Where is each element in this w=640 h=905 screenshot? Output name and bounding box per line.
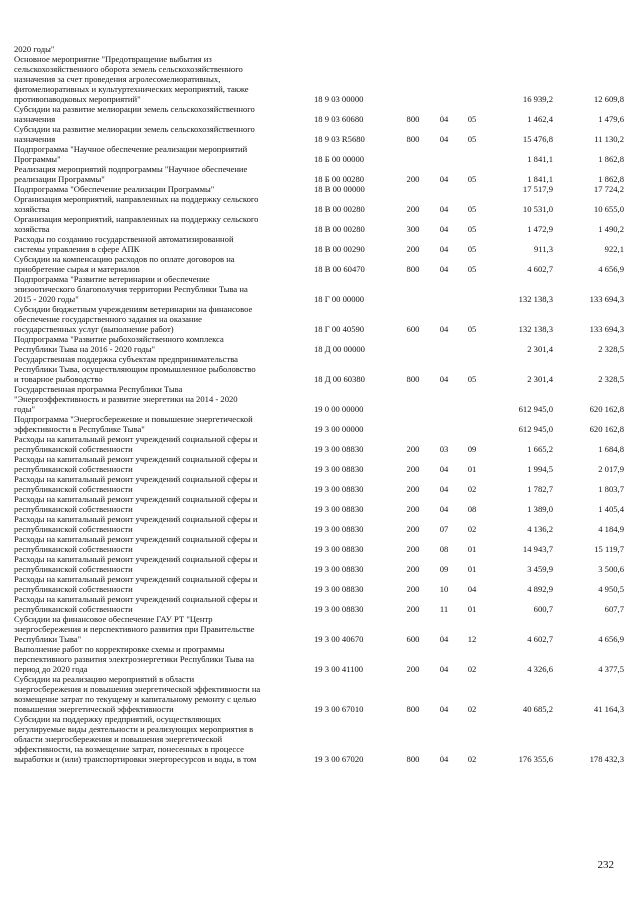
row-name: Субсидии на развитие мелиорации земель сельскохозяйственного назначения: [14, 104, 255, 124]
expense-type-code: 200: [406, 504, 420, 514]
subsection-code: 01: [467, 464, 477, 474]
subsection-code: 08: [467, 504, 477, 514]
section-code: 04: [439, 134, 449, 144]
amount-year-1: 1 472,9: [527, 224, 553, 234]
row-name: Субсидии бюджетным учреждениям ветеринарии на финансовое обеспечение государственного задания на оказание государственных услуг (выполнение работ): [14, 304, 253, 334]
target-article-code: 19 3 00 08830: [314, 564, 364, 574]
target-article-code: 18 В 00 00290: [314, 244, 365, 254]
row-name: Расходы на капитальный ремонт учреждений социальной сферы и республиканской собственности: [14, 534, 258, 554]
subsection-code: 02: [467, 754, 477, 764]
amount-year-1: 1 841,1: [527, 174, 553, 184]
section-code: 04: [439, 484, 449, 494]
amount-year-1: 1 782,7: [527, 484, 553, 494]
row-name: Субсидии на поддержку предприятий, осуществляющих регулируемые виды деятельности и реализующих мероприятия в области энергосбережения и повышения энергетической эффективности, на возмещение затрат, понесенных в процессе выработки и (или) транспортировки энергоресурсов и воды, в том: [14, 714, 257, 764]
target-article-code: 19 3 00 41100: [314, 664, 364, 674]
subsection-code: 05: [467, 244, 477, 254]
amount-year-2: 2 328,5: [598, 344, 624, 354]
row-name: Расходы на капитальный ремонт учреждений социальной сферы и республиканской собственности: [14, 554, 258, 574]
subsection-code: 05: [467, 204, 477, 214]
target-article-code: 18 Д 00 60380: [314, 374, 365, 384]
subsection-code: 02: [467, 524, 477, 534]
row-name: Подпрограмма "Энергосбережение и повышение энергетической эффективности в Республике Тыва": [14, 414, 253, 434]
target-article-code: 18 В 00 00000: [314, 184, 365, 194]
amount-year-2: 1 862,8: [598, 174, 624, 184]
expense-type-code: 200: [406, 444, 420, 454]
section-code: 04: [439, 464, 449, 474]
target-article-code: 19 3 00 08830: [314, 504, 364, 514]
target-article-code: 18 В 00 00280: [314, 204, 365, 214]
expense-type-code: 800: [406, 704, 420, 714]
row-name: Субсидии на реализацию мероприятий в области энергосбережения и повышения энергетической эффективности на возмещение затрат по текущему и капитальному ремонту с целью повышения энергетической эффективности: [14, 674, 261, 714]
table-row: [14, 644, 624, 674]
subsection-code: 05: [467, 134, 477, 144]
target-article-code: 19 3 00 08830: [314, 524, 364, 534]
amount-year-2: 4 656,9: [598, 264, 624, 274]
amount-year-2: 4 656,9: [598, 634, 624, 644]
section-code: 10: [439, 584, 449, 594]
subsection-code: 05: [467, 264, 477, 274]
section-code: 03: [439, 444, 449, 454]
amount-year-2: 1 803,7: [598, 484, 624, 494]
amount-year-2: 133 694,3: [589, 294, 624, 304]
expense-type-code: 600: [406, 324, 420, 334]
subsection-code: 09: [467, 444, 477, 454]
table-row: [14, 494, 624, 514]
target-article-code: 19 3 00 08830: [314, 484, 364, 494]
expense-type-code: 200: [406, 464, 420, 474]
row-name: Подпрограмма "Обеспечение реализации Программы": [14, 184, 215, 194]
amount-year-1: 40 685,2: [522, 704, 553, 714]
expense-type-code: 600: [406, 634, 420, 644]
target-article-code: 18 Б 00 00280: [314, 174, 365, 184]
amount-year-2: 178 432,3: [589, 754, 624, 764]
expense-type-code: 200: [406, 204, 420, 214]
amount-year-1: 600,7: [533, 604, 553, 614]
row-name: Выполнение работ по корректировке схемы и программы перспективного развития электроэнергетики Республики Тыва на период до 2020 года: [14, 644, 255, 674]
row-name: Реализация мероприятий подпрограммы "Научное обеспечение реализации Программы": [14, 164, 248, 184]
amount-year-2: 620 162,8: [589, 424, 624, 434]
table-row: [14, 354, 624, 384]
subsection-code: 05: [467, 374, 477, 384]
table-row: [14, 274, 624, 304]
table-row: [14, 144, 624, 164]
expense-type-code: 800: [406, 114, 420, 124]
section-code: 04: [439, 374, 449, 384]
table-row: [14, 234, 624, 254]
amount-year-2: 4 377,5: [598, 664, 624, 674]
section-code: 09: [439, 564, 449, 574]
table-row: [14, 104, 624, 124]
section-code: 04: [439, 704, 449, 714]
amount-year-1: 1 462,4: [527, 114, 553, 124]
table-row: [14, 384, 624, 414]
table-row: [14, 714, 624, 764]
target-article-code: 19 3 00 08830: [314, 444, 364, 454]
amount-year-1: 1 665,2: [527, 444, 553, 454]
amount-year-1: 176 355,6: [518, 754, 553, 764]
expense-type-code: 200: [406, 544, 420, 554]
expense-type-code: 300: [406, 224, 420, 234]
row-name: Государственная поддержка субъектам предпринимательства Республики Тыва, осуществляющим промышленное рыболовство и товарное рыбоводство: [14, 354, 256, 384]
amount-year-2: 922,1: [604, 244, 624, 254]
subsection-code: 02: [467, 704, 477, 714]
target-article-code: 18 9 03 60680: [314, 114, 364, 124]
target-article-code: 19 3 00 40670: [314, 634, 364, 644]
table-row: [14, 164, 624, 184]
amount-year-2: 10 655,0: [593, 204, 624, 214]
section-code: 04: [439, 244, 449, 254]
table-row: [14, 574, 624, 594]
amount-year-1: 4 136,2: [527, 524, 553, 534]
row-name: Государственная программа Республики Тыва "Энергоэффективность и развитие энергетики на 2014 - 2020 годы": [14, 384, 238, 414]
amount-year-1: 4 602,7: [527, 634, 553, 644]
target-article-code: 18 Г 00 40590: [314, 324, 365, 334]
table-row: [14, 514, 624, 534]
row-name: Расходы на капитальный ремонт учреждений социальной сферы и республиканской собственности: [14, 434, 258, 454]
section-code: 04: [439, 504, 449, 514]
row-name: Подпрограмма "Развитие рыбохозяйственного комплекса Республики Тыва на 2016 - 2020 годы": [14, 334, 224, 354]
row-name: Расходы на капитальный ремонт учреждений социальной сферы и республиканской собственности: [14, 494, 258, 514]
expense-type-code: 800: [406, 754, 420, 764]
target-article-code: 18 Д 00 00000: [314, 344, 365, 354]
expense-type-code: 200: [406, 584, 420, 594]
section-code: 04: [439, 114, 449, 124]
expense-type-code: 800: [406, 134, 420, 144]
amount-year-2: 607,7: [604, 604, 624, 614]
section-code: 04: [439, 224, 449, 234]
expense-type-code: 200: [406, 174, 420, 184]
row-name: Расходы на капитальный ремонт учреждений социальной сферы и республиканской собственности: [14, 574, 258, 594]
target-article-code: 19 3 00 08830: [314, 584, 364, 594]
row-name: Расходы на капитальный ремонт учреждений социальной сферы и республиканской собственности: [14, 474, 258, 494]
subsection-code: 12: [467, 634, 477, 644]
amount-year-2: 620 162,8: [589, 404, 624, 414]
table-row: [14, 434, 624, 454]
amount-year-1: 4 892,9: [527, 584, 553, 594]
expense-type-code: 200: [406, 524, 420, 534]
amount-year-2: 2 328,5: [598, 374, 624, 384]
target-article-code: 19 3 00 08830: [314, 604, 364, 614]
row-name: Подпрограмма "Развитие ветеринарии и обеспечение эпизоотического благополучия территории Республики Тыва на 2015 - 2020 годы": [14, 274, 248, 304]
table-row: [14, 614, 624, 644]
row-name: Расходы на капитальный ремонт учреждений социальной сферы и республиканской собственности: [14, 454, 258, 474]
amount-year-1: 132 138,3: [518, 324, 553, 334]
table-row: [14, 534, 624, 554]
section-code: 04: [439, 204, 449, 214]
amount-year-1: 3 459,9: [527, 564, 553, 574]
subsection-code: 05: [467, 114, 477, 124]
target-article-code: 18 Г 00 00000: [314, 294, 365, 304]
amount-year-1: 1 994,5: [527, 464, 553, 474]
section-code: 07: [439, 524, 449, 534]
section-code: 04: [439, 754, 449, 764]
expense-type-code: 800: [406, 264, 420, 274]
amount-year-1: 4 326,6: [527, 664, 553, 674]
target-article-code: 19 3 00 00000: [314, 424, 364, 434]
table-row: [14, 414, 624, 434]
expense-type-code: 200: [406, 604, 420, 614]
section-code: 08: [439, 544, 449, 554]
target-article-code: 18 Б 00 00000: [314, 154, 365, 164]
amount-year-2: 4 184,9: [598, 524, 624, 534]
row-name: Организация мероприятий, направленных на поддержку сельского хозяйства: [14, 194, 259, 214]
expense-type-code: 200: [406, 564, 420, 574]
row-name: Расходы на капитальный ремонт учреждений социальной сферы и республиканской собственности: [14, 514, 258, 534]
section-code: 04: [439, 664, 449, 674]
subsection-code: 01: [467, 604, 477, 614]
amount-year-1: 16 939,2: [522, 94, 553, 104]
row-name: Субсидии на финансовое обеспечение ГАУ РТ "Центр энергосбережения и перспективного развития при Правительстве Республики Тыва": [14, 614, 255, 644]
amount-year-2: 1 479,6: [598, 114, 624, 124]
table-row: [14, 214, 624, 234]
row-name: 2020 годы": [14, 44, 55, 54]
table-row: [14, 184, 624, 194]
target-article-code: 18 В 00 00280: [314, 224, 365, 234]
amount-year-1: 2 301,4: [527, 344, 553, 354]
amount-year-2: 41 164,3: [593, 704, 624, 714]
table-row: [14, 124, 624, 144]
subsection-code: 05: [467, 324, 477, 334]
budget-table: [14, 44, 624, 764]
section-code: 04: [439, 264, 449, 274]
target-article-code: 18 В 00 60470: [314, 264, 365, 274]
row-name: Субсидии на компенсацию расходов по оплате договоров на приобретение сырья и материалов: [14, 254, 235, 274]
section-code: 04: [439, 634, 449, 644]
target-article-code: 19 3 00 67010: [314, 704, 364, 714]
table-row: [14, 594, 624, 614]
section-code: 04: [439, 324, 449, 334]
amount-year-1: 612 945,0: [518, 424, 553, 434]
row-name: Основное мероприятие "Предотвращение выбытия из сельскохозяйственного оборота земель сельскохозяйственного назначения за счет проведения агролесомелиоративных, фитомелиоративных и культуртехнических мероприятий, также противопаводковых мероприятий": [14, 54, 249, 104]
subsection-code: 01: [467, 564, 477, 574]
amount-year-2: 11 130,2: [594, 134, 624, 144]
amount-year-1: 14 943,7: [522, 544, 553, 554]
amount-year-2: 17 724,2: [593, 184, 624, 194]
amount-year-2: 4 950,5: [598, 584, 624, 594]
target-article-code: 19 3 00 08830: [314, 464, 364, 474]
target-article-code: 18 9 03 00000: [314, 94, 364, 104]
amount-year-2: 15 119,7: [594, 544, 624, 554]
row-name: Расходы по созданию государственной автоматизированной системы управления в сфере АПК: [14, 234, 234, 254]
amount-year-2: 133 694,3: [589, 324, 624, 334]
table-row: [14, 554, 624, 574]
table-row: [14, 334, 624, 354]
table-row: [14, 304, 624, 334]
amount-year-1: 132 138,3: [518, 294, 553, 304]
row-name: Подпрограмма "Научное обеспечение реализации мероприятий Программы": [14, 144, 248, 164]
amount-year-1: 4 602,7: [527, 264, 553, 274]
section-code: 04: [439, 174, 449, 184]
target-article-code: 19 3 00 67020: [314, 754, 364, 764]
amount-year-2: 3 500,6: [598, 564, 624, 574]
amount-year-1: 10 531,0: [522, 204, 553, 214]
section-code: 11: [439, 604, 449, 614]
row-name: Организация мероприятий, направленных на поддержку сельского хозяйства: [14, 214, 259, 234]
target-article-code: 18 9 03 R5680: [314, 134, 365, 144]
table-row: [14, 454, 624, 474]
table-row: [14, 674, 624, 714]
amount-year-1: 911,3: [533, 244, 553, 254]
expense-type-code: 200: [406, 484, 420, 494]
row-name: Субсидии на развитие мелиорации земель сельскохозяйственного назначения: [14, 124, 255, 144]
amount-year-1: 2 301,4: [527, 374, 553, 384]
subsection-code: 04: [467, 584, 477, 594]
amount-year-1: 1 841,1: [527, 154, 553, 164]
subsection-code: 05: [467, 224, 477, 234]
table-row: [14, 44, 624, 54]
amount-year-1: 612 945,0: [518, 404, 553, 414]
expense-type-code: 800: [406, 374, 420, 384]
subsection-code: 02: [467, 664, 477, 674]
table-row: [14, 194, 624, 214]
expense-type-code: 200: [406, 664, 420, 674]
table-row: [14, 254, 624, 274]
amount-year-1: 17 517,9: [522, 184, 553, 194]
amount-year-2: 1 490,2: [598, 224, 624, 234]
subsection-code: 01: [467, 544, 477, 554]
amount-year-2: 1 862,8: [598, 154, 624, 164]
amount-year-1: 15 476,8: [522, 134, 553, 144]
amount-year-2: 12 609,8: [593, 94, 624, 104]
amount-year-2: 1 405,4: [598, 504, 624, 514]
table-row: [14, 474, 624, 494]
expense-type-code: 200: [406, 244, 420, 254]
target-article-code: 19 0 00 00000: [314, 404, 364, 414]
subsection-code: 05: [467, 174, 477, 184]
amount-year-1: 1 389,0: [527, 504, 553, 514]
target-article-code: 19 3 00 08830: [314, 544, 364, 554]
subsection-code: 02: [467, 484, 477, 494]
page-number: 232: [597, 859, 614, 871]
amount-year-2: 2 017,9: [598, 464, 624, 474]
row-name: Расходы на капитальный ремонт учреждений социальной сферы и республиканской собственности: [14, 594, 258, 614]
table-row: [14, 54, 624, 104]
amount-year-2: 1 684,8: [598, 444, 624, 454]
